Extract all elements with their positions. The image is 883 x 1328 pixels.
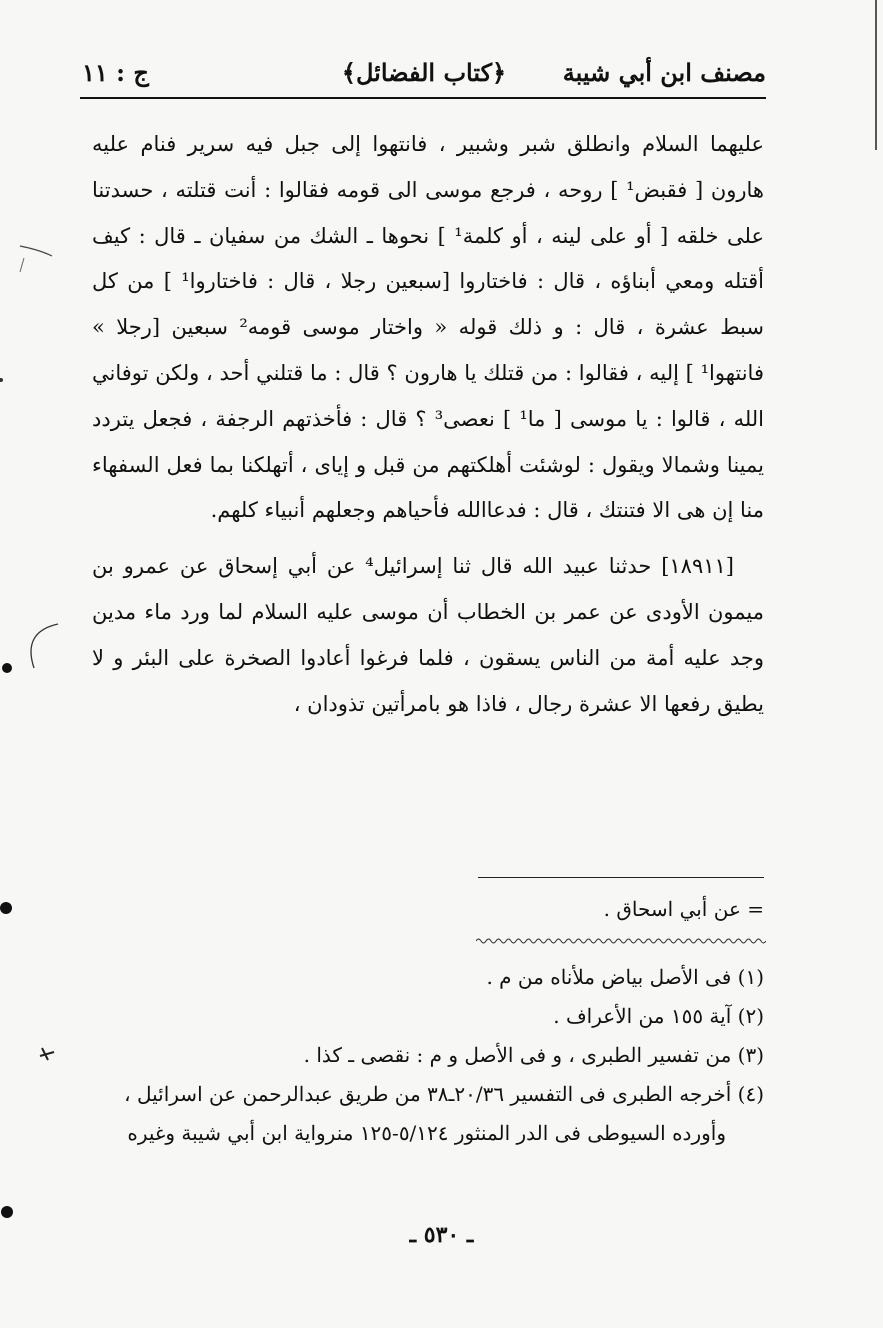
footnote-3: (٣) من تفسير الطبرى ، و فى الأصل و م : نقصى ـ كذا .	[303, 1043, 764, 1067]
footnote-4: (٤) أخرجه الطبرى فى التفسير ٢٠/٣٦ـ٣٨ من طريق عبدالرحمن عن اسرائيل ،	[124, 1082, 764, 1106]
footnotes	[92, 958, 764, 1153]
wavy-divider	[476, 937, 766, 945]
footnote-rule	[478, 877, 764, 878]
page-number: ـ ٥٣٠ ـ	[409, 1222, 474, 1248]
footnote-4-continuation: وأورده السيوطى فى الدر المنثور ٥/١٢٤-١٢٥ منرواية ابن أبي شيبة وغيره	[127, 1121, 726, 1145]
paragraph-1: عليهما السلام وانطلق شبر وشبير ، فانتهوا إلى جبل فيه سرير فنام عليه هارون [ فقبض¹ ] روحه ، فرجع موسى الى قومه فقالوا : أنت قتلته ، حسدتنا على خلقه [ أو على لينه ، أو كلمة¹ ] نحوها ـ الشك من سفيان ـ قال : كيف أقتله ومعي أبناؤه ، قال : فاختاروا [سبعين رجلا ، قال : فاختاروا¹ ] من كل سبط عشرة ، قال : و ذلك قوله « واختار موسى قومه² سبعين [رجلا » فانتهوا¹ ] إليه ، فقالوا : من قتلك يا هارون ؟ قال : ما قتلني أحد ، ولكن توفاني الله ، قالوا : يا موسى [ ما¹ ] نعصى³ ؟ قال : فأخذتهم الرجفة ، فجعل يتردد يمينا وشمالا ويقول : لوشئت أهلكتهم من قبل و إياى ، أتهلكنا بما فعل السفهاء منا إن هى الا فتنتك ، قال : فدعاالله فأحياهم وجعلهم أنبياء كلهم.	[92, 132, 765, 523]
header-rule	[80, 97, 766, 99]
volume-number: ج : ١١	[82, 58, 149, 87]
running-header	[82, 52, 766, 100]
footnote-2: (٢) آية ١٥٥ من الأعراف .	[553, 1004, 764, 1028]
paragraph-2: [١٨٩١١] حدثنا عبيد الله قال ثنا إسرائيل⁴ عن أبي إسحاق عن عمرو بن ميمون الأودى عن عمر بن الخطاب أن موسى عليه السلام لما ورد ماء مدين وجد عليه أمة من الناس يسقون ، فلما فرغوا أعادوا الصخرة على البئر و لا يطيق رفعها الا عشرة رجال ، فاذا هو بامرأتين تذودان ،	[92, 554, 764, 716]
section-title: ﴿كتاب الفضائل﴾	[341, 58, 507, 87]
book-title: مصنف ابن أبي شيبة	[562, 58, 766, 87]
main-text	[92, 122, 764, 727]
footnote-continuation-top: = عن أبي اسحاق .	[603, 897, 764, 921]
footnote-1: (١) فى الأصل بياض ملأناه من م .	[486, 965, 764, 989]
